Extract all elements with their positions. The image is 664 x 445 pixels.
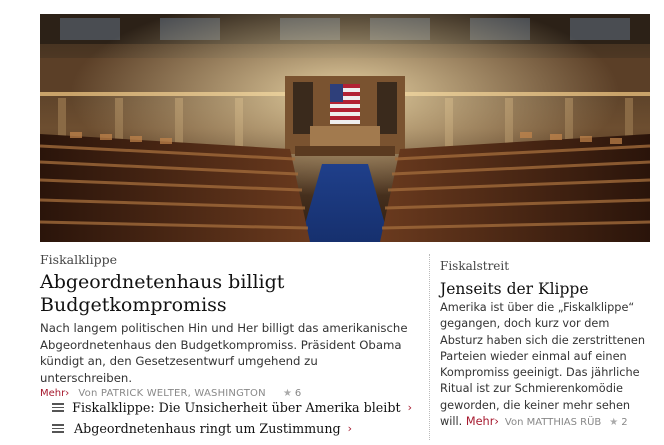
chevron-right-icon: › <box>494 415 499 429</box>
article-teaser-text: Amerika ist über die „Fiskalklippe“ gegangen, doch kurz vor dem Absturz haben sich die zerstrittenen Parteien wieder einmal auf einen Kompromiss geeinigt. Das jährliche Ritual ist zur Schmierenkomödie geworden, die keiner mehr sehen will. <box>440 301 646 429</box>
article-kicker: Fiskalstreit <box>440 259 510 273</box>
mehr-link[interactable]: Mehr <box>465 415 495 429</box>
list-icon <box>52 424 64 433</box>
column-divider <box>429 254 430 440</box>
article-headline[interactable]: Jenseits der Klippe <box>440 280 589 298</box>
article-author: Von PATRICK WELTER, WASHINGTON <box>78 388 266 399</box>
chevron-right-icon: › <box>407 401 412 414</box>
article-author: Von MATTHIAS RÜB <box>504 417 602 429</box>
rating-count: 2 <box>621 417 628 429</box>
article-teaser <box>440 300 652 431</box>
lead-article <box>40 252 410 401</box>
list-icon <box>52 403 62 412</box>
star-icon: ★ <box>609 417 619 429</box>
related-links <box>52 397 412 439</box>
chevron-right-icon: › <box>347 422 353 435</box>
article-kicker: Fiskalklippe <box>40 252 118 267</box>
side-article <box>440 258 652 431</box>
related-link-label[interactable]: Fiskalklippe: Die Unsicherheit über Amerika bleibt <box>72 400 401 415</box>
article-teaser: Nach langem politischen Hin und Her billigt das amerikanische Abgeordnetenhaus den Budgetkompromiss. Präsident Obama kündigt an, den Gesetzesentwurf umgehend zu unterschreiben. <box>40 321 408 385</box>
chevron-right-icon: › <box>65 388 70 399</box>
related-link[interactable] <box>52 397 412 418</box>
hero-image[interactable] <box>40 14 650 242</box>
article-headline[interactable]: Abgeordnetenhaus billigt Budgetkompromiss <box>40 271 285 316</box>
star-icon: ★ <box>282 388 292 399</box>
related-link[interactable] <box>52 418 412 439</box>
related-link-label[interactable]: Abgeordnetenhaus ringt um Zustimmung <box>74 421 341 436</box>
mehr-link[interactable]: Mehr <box>40 388 66 399</box>
rating-count: 6 <box>294 388 302 399</box>
